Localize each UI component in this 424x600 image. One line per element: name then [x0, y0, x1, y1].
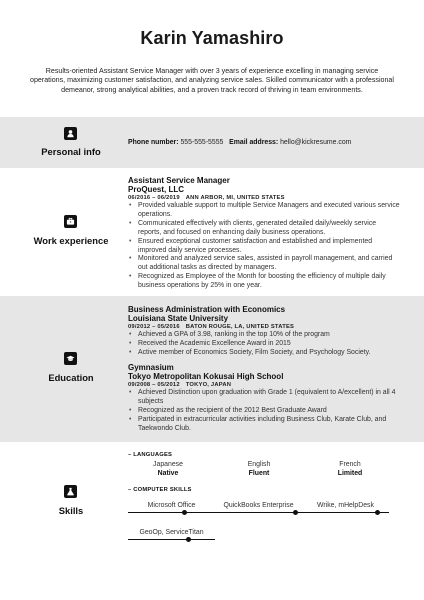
education-title: Education [48, 372, 94, 383]
degree-title: Gymnasium [128, 363, 174, 372]
job-meta [128, 194, 400, 202]
degree-title: Business Administration with Economics [128, 305, 286, 314]
education-entry [128, 363, 400, 434]
list-item: • Participated in extracurricular activities including Business Club, Karate Club, and Taekwondo Club. [128, 416, 400, 434]
skill-level-dot [293, 510, 298, 515]
language-level: Fluent [248, 470, 270, 477]
list-item: • Achieved Distinction upon graduation with Grade 1 (equivalent to A/excellent) in all 4 subjects [128, 389, 400, 407]
education-section [0, 296, 424, 442]
education-dates: 09/2012 – 05/2016 [128, 324, 180, 330]
languages-list [128, 460, 390, 478]
resume-name: Karin Yamashiro [140, 28, 284, 48]
languages-heading: – LANGUAGES [128, 452, 173, 458]
list-item: • Provided valuable support to multiple Service Managers and executed various service operations. [128, 202, 400, 220]
skill-level-dot [186, 537, 191, 542]
skill-name: QuickBooks Enterprise [223, 502, 294, 509]
contact-line [128, 138, 400, 147]
email-value: hello@kickresume.com [280, 139, 352, 146]
skill-item [128, 501, 215, 513]
job-dates: 06/2016 – 06/2019 [128, 195, 180, 201]
briefcase-icon [64, 215, 77, 228]
language-name: Japanese [153, 461, 183, 468]
personal-info-section [0, 117, 424, 168]
work-experience-section [0, 168, 424, 296]
education-dates: 09/2008 – 05/2012 [128, 382, 180, 388]
job-bullets [128, 202, 400, 291]
work-experience-title: Work experience [33, 235, 109, 246]
education-meta [128, 323, 400, 331]
list-item: • Achieved a GPA of 3.98, ranking in the top 10% of the program [128, 331, 400, 340]
skill-level-bar [128, 512, 215, 513]
skill-item [128, 528, 215, 540]
school-name: Tokyo Metropolitan Kokusai High School [128, 372, 284, 381]
job-title: Assistant Service Manager [128, 176, 230, 185]
skill-item [215, 501, 302, 513]
job-location: ANN ARBOR, MI, UNITED STATES [185, 195, 285, 201]
graduation-cap-icon [64, 352, 77, 365]
skill-level-dot [182, 510, 187, 515]
school-name: Louisiana State University [128, 314, 229, 323]
language-item [310, 460, 390, 478]
skills-title: Skills [58, 505, 84, 516]
job-company: ProQuest, LLC [128, 185, 185, 194]
language-level: Limited [337, 470, 363, 477]
education-entry [128, 305, 400, 358]
language-name: French [339, 461, 361, 468]
skill-name: Microsoft Office [147, 502, 196, 509]
phone-value: 555-555-5555 [180, 139, 224, 146]
skill-level-bar [215, 512, 302, 513]
education-location: TOKYO, JAPAN [185, 382, 232, 388]
language-item [219, 460, 299, 478]
education-bullets [128, 331, 400, 358]
list-item: • Recognized as Employee of the Month for boosting the efficiency of multiple daily business operations by 25% in one year. [128, 273, 400, 291]
job-entry [128, 176, 400, 291]
skill-level-bar [128, 539, 215, 540]
education-meta [128, 381, 400, 389]
personal-info-title: Personal info [41, 146, 101, 157]
computer-skills-heading: – COMPUTER SKILLS [128, 487, 192, 493]
skill-level-dot [375, 510, 380, 515]
skill-level-bar [302, 512, 389, 513]
list-item: • Monitored and analyzed service sales, assisted in payroll management, and carried out additional tasks as directed by managers. [128, 255, 400, 273]
phone-label: Phone number: [128, 139, 179, 146]
skill-item [302, 501, 389, 513]
education-bullets [128, 389, 400, 434]
language-item [128, 460, 208, 478]
skill-name: GeoOp, ServiceTitan [139, 529, 204, 536]
list-item: • Recognized as the recipient of the 2012 Best Graduate Award [128, 407, 400, 416]
email-label: Email address: [229, 139, 279, 146]
education-location: BATON ROUGE, LA, UNITED STATES [185, 324, 295, 330]
language-name: English [247, 461, 271, 468]
skills-section [0, 442, 424, 600]
flask-icon [64, 485, 77, 498]
list-item: • Communicated effectively with clients, generated detailed daily/weekly service reports, and focused on enhancing daily business operations. [128, 220, 400, 238]
list-item: • Ensured exceptional customer satisfaction and established and implemented improved daily service processes. [128, 238, 400, 256]
list-item: • Received the Academic Excellence Award in 2015 [128, 340, 400, 349]
language-level: Native [157, 470, 179, 477]
person-icon [64, 127, 77, 140]
summary-text: Results-oriented Assistant Service Manager with over 3 years of experience excelling in managing service operations, maximizing customer satisfaction, and analyzing service sales. Skilled communicator with a professional demeanor, strong analytical abilities, and a proven track record of thriving in team environments. [30, 67, 394, 94]
skill-name: Wrike, mHelpDesk [317, 502, 374, 509]
list-item: • Active member of Economics Society, Film Society, and Psychology Society. [128, 349, 400, 358]
